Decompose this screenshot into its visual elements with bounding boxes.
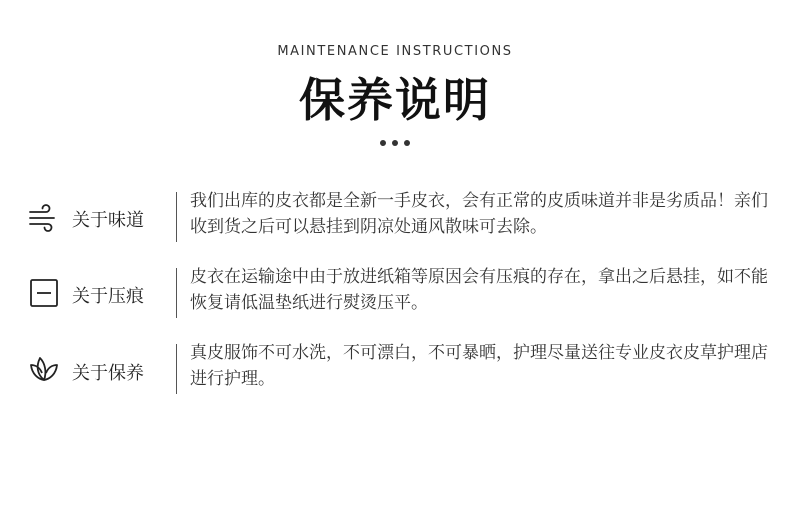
dot — [404, 140, 410, 146]
section-text: 我们出库的皮衣都是全新一手皮衣，会有正常的皮质味道并非是劣质品！亲们收到货之后可以悬挂到阴凉处通风散味可去除。 — [190, 191, 768, 237]
leaf-icon — [28, 352, 60, 384]
page-subtitle: MAINTENANCE INSTRUCTIONS — [277, 44, 513, 59]
wind-icon — [28, 203, 60, 235]
section-label: 关于保养 — [72, 363, 144, 384]
section-smell — [0, 186, 790, 246]
section-text: 真皮服饰不可水洗，不可漂白，不可暴晒，护理尽量送往专业皮衣皮草护理店进行护理。 — [190, 343, 768, 389]
divider — [176, 268, 177, 318]
divider — [176, 344, 177, 394]
divider — [176, 192, 177, 242]
section-label: 关于压痕 — [72, 286, 144, 307]
section-label: 关于味道 — [72, 210, 144, 231]
crease-icon — [28, 277, 60, 309]
dot — [392, 140, 398, 146]
decorative-dots — [0, 140, 790, 146]
section-crease — [0, 262, 790, 322]
section-care — [0, 338, 790, 398]
dot — [380, 140, 386, 146]
page-title: 保养说明 — [299, 73, 491, 127]
section-text: 皮衣在运输途中由于放进纸箱等原因会有压痕的存在，拿出之后悬挂，如不能恢复请低温垫纸进行熨烫压平。 — [190, 267, 768, 313]
